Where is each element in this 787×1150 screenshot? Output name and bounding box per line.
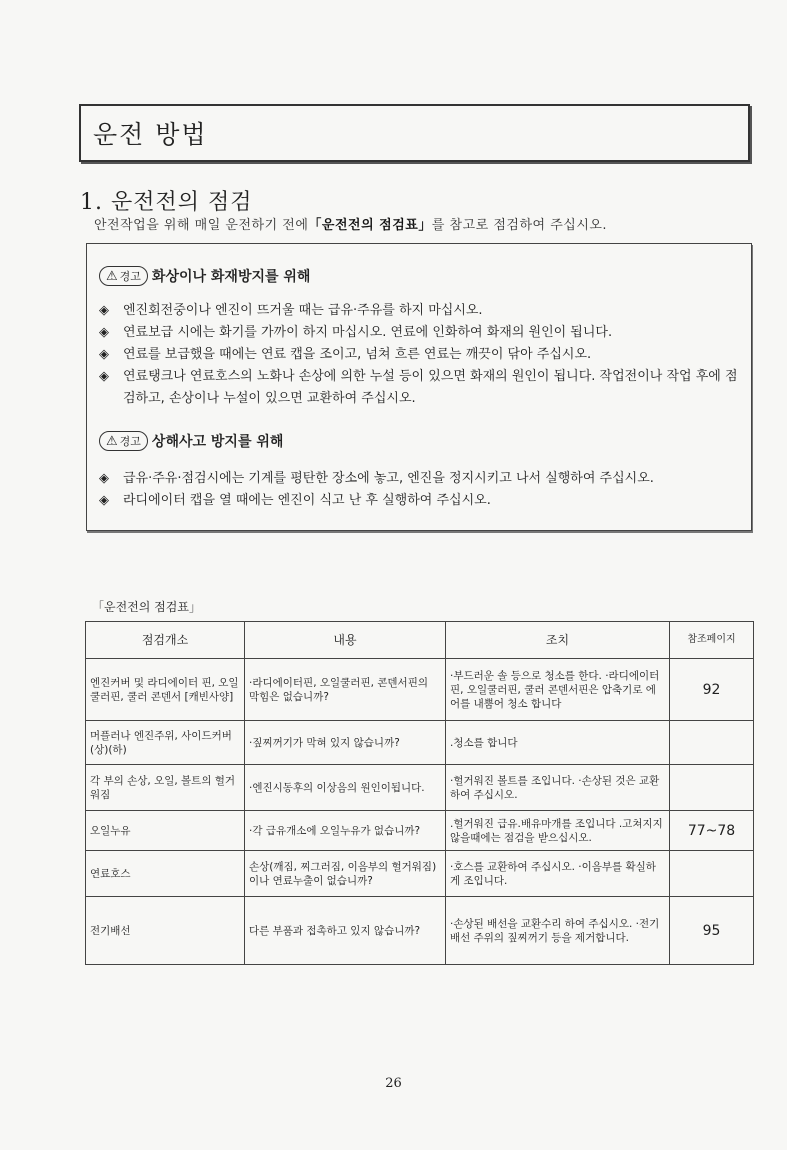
warning-title: 상해사고 방지를 위해 [151, 434, 284, 450]
table-caption: 「운전전의 점검표」 [92, 600, 201, 614]
cell-page: 77~78 [670, 811, 754, 851]
diamond-bullet-icon: ◈ [99, 471, 109, 486]
table-row [86, 851, 754, 897]
warning-triangle-icon: ⚠ [106, 433, 118, 449]
cell-action: ·헐거워진 볼트를 조입니다. ·손상된 것은 교환하여 주십시오. [446, 765, 670, 811]
section-heading: 1. 운전전의 점검 [80, 190, 253, 215]
warning-heading-injury [99, 431, 283, 451]
cell-content: 손상(깨짐, 찌그러짐, 이음부의 헐거워짐)이나 연료누출이 없습니까? [245, 851, 446, 897]
cell-content: ·라디에이터핀, 오일쿨러핀, 콘덴서핀의 막힘은 없습니까? [245, 659, 446, 721]
warning-item: ◈ 연료보급 시에는 화기를 가까이 하지 마십시오. 연료에 인화하여 화재의 원인이 됩니다. [93, 322, 743, 344]
cell-page [670, 721, 754, 765]
header-page: 참조페이지 [670, 622, 754, 659]
diamond-bullet-icon: ◈ [99, 369, 109, 384]
table-row [86, 765, 754, 811]
header-part: 점검개소 [86, 622, 245, 659]
cell-content: ·짚찌꺼기가 막혀 있지 않습니까? [245, 721, 446, 765]
cell-part: 엔진커버 및 라디에이터 핀, 오일쿨러핀, 쿨러 콘덴서 [캐빈사양] [86, 659, 245, 721]
cell-content: ·엔진시동후의 이상음의 원인이됩니다. [245, 765, 446, 811]
warning-item: ◈ 급유·주유·점검시에는 기계를 평탄한 장소에 놓고, 엔진을 정지시키고 나서 실행하여 주십시오. [93, 468, 743, 490]
cell-page [670, 765, 754, 811]
cell-action: ·호스를 교환하여 주십시오. ·이음부를 확실하게 조입니다. [446, 851, 670, 897]
diamond-bullet-icon: ◈ [99, 347, 109, 362]
cell-action: .헐거워진 급유.배유마개를 조입니다 .고쳐지지 않을때에는 점검을 받으십시오. [446, 811, 670, 851]
page-title: 운전 방법 [93, 120, 208, 149]
table-row [86, 659, 754, 721]
cell-content: ·각 급유개소에 오일누유가 없습니까? [245, 811, 446, 851]
warning-list-burn [93, 300, 743, 410]
table-row [86, 721, 754, 765]
cell-action: .청소를 합니다 [446, 721, 670, 765]
cell-page [670, 851, 754, 897]
warning-item: ◈ 연료탱크나 연료호스의 노화나 손상에 의한 누설 등이 있으면 화재의 원인이 됩니다. 작업전이나 작업 후에 점검하고, 손상이나 누설이 있으면 교환하여 주십시오. [93, 366, 743, 410]
intro-after: 를 참고로 점검하여 주십시오. [431, 218, 608, 233]
cell-part: 오일누유 [86, 811, 245, 851]
warning-badge: ⚠ 경고 [99, 431, 148, 451]
intro-before: 안전작업을 위해 매일 운전하기 전에 [94, 218, 309, 233]
header-action: 조치 [446, 622, 670, 659]
cell-page: 92 [670, 659, 754, 721]
diamond-bullet-icon: ◈ [99, 493, 109, 508]
warning-box [86, 243, 752, 531]
cell-part: 각 부의 손상, 오일, 볼트의 헐거워짐 [86, 765, 245, 811]
warning-item: ◈ 엔진회전중이나 엔진이 뜨거울 때는 급유·주유를 하지 마십시오. [93, 300, 743, 322]
cell-action: ·부드러운 솔 등으로 청소를 한다. ·라디에이터핀, 오일쿨러핀, 쿨러 콘덴서핀은 압축기로 에어를 내뿜어 청소 합니다 [446, 659, 670, 721]
warning-triangle-icon: ⚠ [106, 268, 118, 284]
intro-bold: 「운전전의 점검표」 [308, 218, 432, 233]
warning-item: ◈ 라디에이터 캡을 열 때에는 엔진이 식고 난 후 실행하여 주십시오. [93, 490, 743, 512]
table-row [86, 897, 754, 965]
diamond-bullet-icon: ◈ [99, 303, 109, 318]
table-header-row [86, 622, 754, 659]
diamond-bullet-icon: ◈ [99, 325, 109, 340]
warning-heading-burn [99, 266, 310, 286]
warning-list-injury [93, 468, 743, 512]
page-number: 26 [385, 1076, 402, 1091]
cell-part: 머플러나 엔진주위, 사이드커버(상)(하) [86, 721, 245, 765]
intro-text [94, 214, 607, 233]
cell-part: 전기배선 [86, 897, 245, 965]
cell-page: 95 [670, 897, 754, 965]
warning-title: 화상이나 화재방지를 위해 [151, 269, 311, 285]
inspection-table [85, 621, 754, 965]
cell-part: 연료호스 [86, 851, 245, 897]
cell-content: 다른 부품과 접촉하고 있지 않습니까? [245, 897, 446, 965]
header-content: 내용 [245, 622, 446, 659]
page-title-box [79, 104, 750, 162]
warning-item: ◈ 연료를 보급했을 때에는 연료 캡을 조이고, 넘쳐 흐른 연료는 깨끗이 닦아 주십시오. [93, 344, 743, 366]
table-row [86, 811, 754, 851]
cell-action: ·손상된 배선을 교환수리 하여 주십시오. ·전기배선 주위의 짚찌꺼기 등을 제거합니다. [446, 897, 670, 965]
warning-badge: ⚠ 경고 [99, 266, 148, 286]
